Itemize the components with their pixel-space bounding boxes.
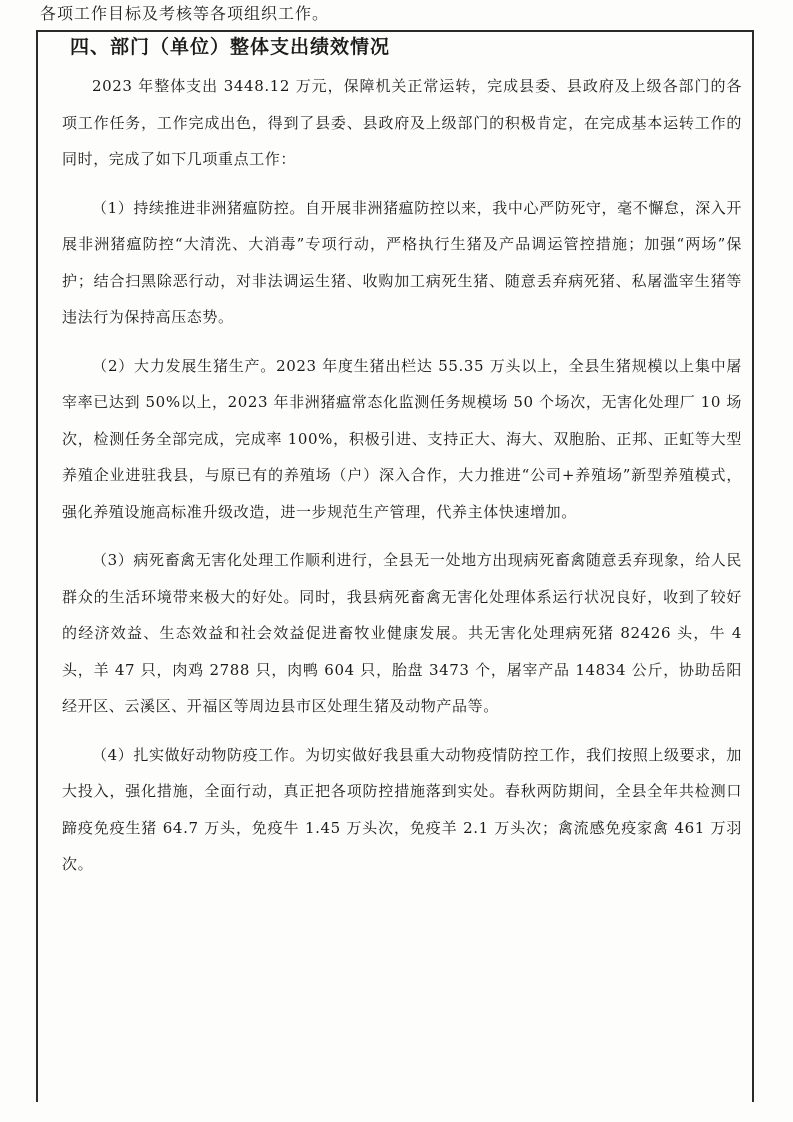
cut-off-previous-line: 各项工作目标及考核等各项组织工作。: [40, 4, 330, 23]
item-paragraph-1: [62, 190, 742, 336]
item-paragraph-4: [62, 737, 742, 883]
item-paragraph-2: [62, 348, 742, 531]
item-text-3: （3）病死畜禽无害化处理工作顺利进行，全县无一处地方出现病死畜禽随意丢弃现象，给人民群众的生活环境带来极大的好处。同时，我县病死畜禽无害化处理体系运行状况良好，收到了较好的经济效益、生态效益和社会效益促进畜牧业健康发展。共无害化处理病死猪 82426 头，牛 4 头，羊 47 只，肉鸡 2788 只，肉鸭 604 只，胎盘 3473 个，屠宰产品 14834 公斤，协助岳阳经开区、云溪区、开福区等周边县市区处理生猪及动物产品等。: [62, 551, 742, 715]
section-heading: 四、部门（单位）整体支出绩效情况: [70, 36, 391, 58]
item-paragraph-3: [62, 542, 742, 725]
item-text-1: （1）持续推进非洲猪瘟防控。自开展非洲猪瘟防控以来，我中心严防死守，毫不懈怠，深入开展非洲猪瘟防控“大清洗、大消毒”专项行动，严格执行生猪及产品调运管控措施；加强“两场”保护；结合扫黑除恶行动，对非法调运生猪、收购加工病死生猪、随意丢弃病死猪、私屠滥宰生猪等违法行为保持高压态势。: [62, 198, 742, 326]
intro-text: 2023 年整体支出 3448.12 万元，保障机关正常运转，完成县委、县政府及上级各部门的各项工作任务，工作完成出色，得到了县委、县政府及上级部门的积极肯定，在完成基本运转工作的同时，完成了如下几项重点工作：: [62, 77, 742, 168]
intro-paragraph: [62, 68, 742, 178]
item-text-4: （4）扎实做好动物防疫工作。为切实做好我县重大动物疫情防控工作，我们按照上级要求，加大投入，强化措施，全面行动，真正把各项防控措施落到实处。春秋两防期间，全县全年共检测口蹄疫免疫生猪 64.7 万头，免疫牛 1.45 万头次，免疫羊 2.1 万头次；禽流感免疫家禽 461 万羽次。: [62, 745, 742, 873]
item-text-2: （2）大力发展生猪生产。2023 年度生猪出栏达 55.35 万头以上，全县生猪规模以上集中屠宰率已达到 50%以上，2023 年非洲猪瘟常态化监测任务规模场 50 个场次，无害化处理厂 10 场次，检测任务全部完成，完成率 100%，积极引进、支持正大、海大、双胞胎、正邦、正虹等大型养殖企业进驻我县，与原已有的养殖场（户）深入合作，大力推进“公司+养殖场”新型养殖模式，强化养殖设施高标准升级改造，进一步规范生产管理，代养主体快速增加。: [62, 356, 742, 521]
document-body: [62, 32, 742, 895]
